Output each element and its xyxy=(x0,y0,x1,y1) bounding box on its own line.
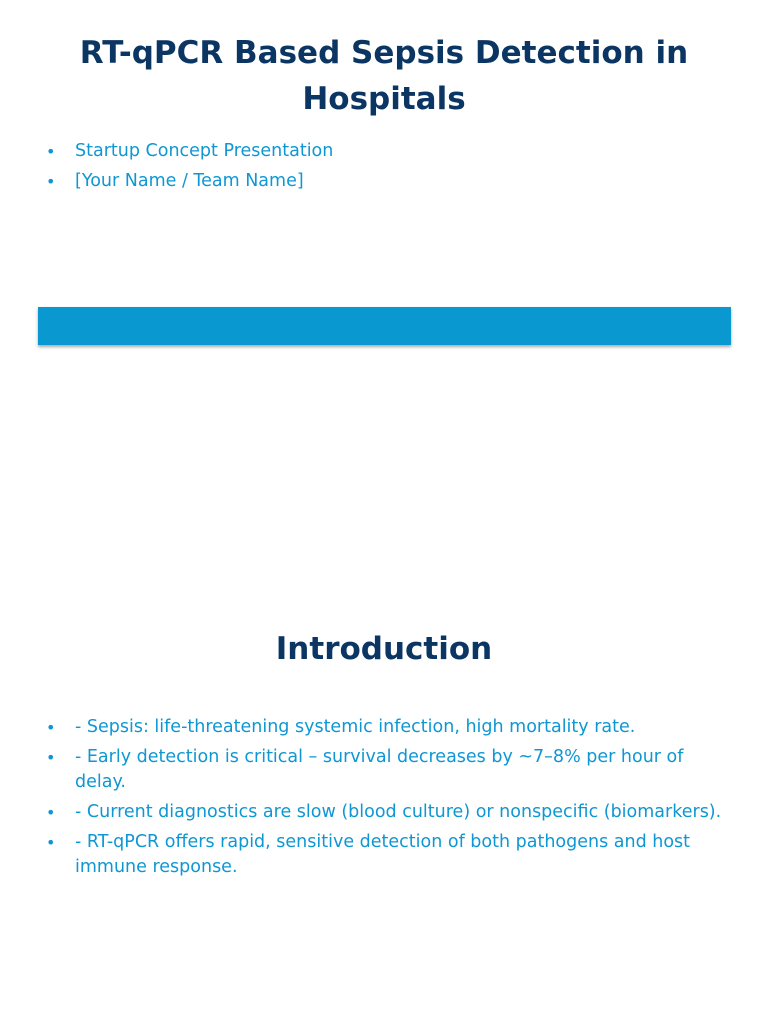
slide-2-title: Introduction xyxy=(275,631,493,667)
bullet-text: - RT-qPCR offers rapid, sensitive detection of both pathogens and host immune response. xyxy=(75,832,691,877)
bullet-item xyxy=(44,139,734,164)
bullet-item xyxy=(44,800,734,825)
slide-2-bullet-list xyxy=(44,715,734,885)
bullet-item xyxy=(44,715,734,740)
bullet-text: - Current diagnostics are slow (blood culture) or nonspecific (biomarkers). xyxy=(75,802,722,822)
bullet-dot-icon: • xyxy=(46,748,56,767)
bullet-dot-icon: • xyxy=(46,718,56,737)
bullet-dot-icon: • xyxy=(46,172,56,191)
slide-1-title: RT-qPCR Based Sepsis Detection in Hospitals xyxy=(79,35,689,117)
bullet-text: Startup Concept Presentation xyxy=(75,141,334,161)
bullet-item xyxy=(44,745,734,795)
bullet-dot-icon: • xyxy=(46,833,56,852)
bullet-text: [Your Name / Team Name] xyxy=(75,171,304,191)
bullet-dot-icon: • xyxy=(46,803,56,822)
slide-1-bullet-list xyxy=(44,139,734,199)
accent-bar xyxy=(38,307,731,345)
bullet-dot-icon: • xyxy=(46,142,56,161)
slide-introduction xyxy=(0,560,768,1024)
bullet-text: - Sepsis: life-threatening systemic infection, high mortality rate. xyxy=(75,717,636,737)
bullet-item xyxy=(44,830,734,880)
bullet-item xyxy=(44,169,734,194)
bullet-text: - Early detection is critical – survival decreases by ~7–8% per hour of delay. xyxy=(75,747,684,792)
